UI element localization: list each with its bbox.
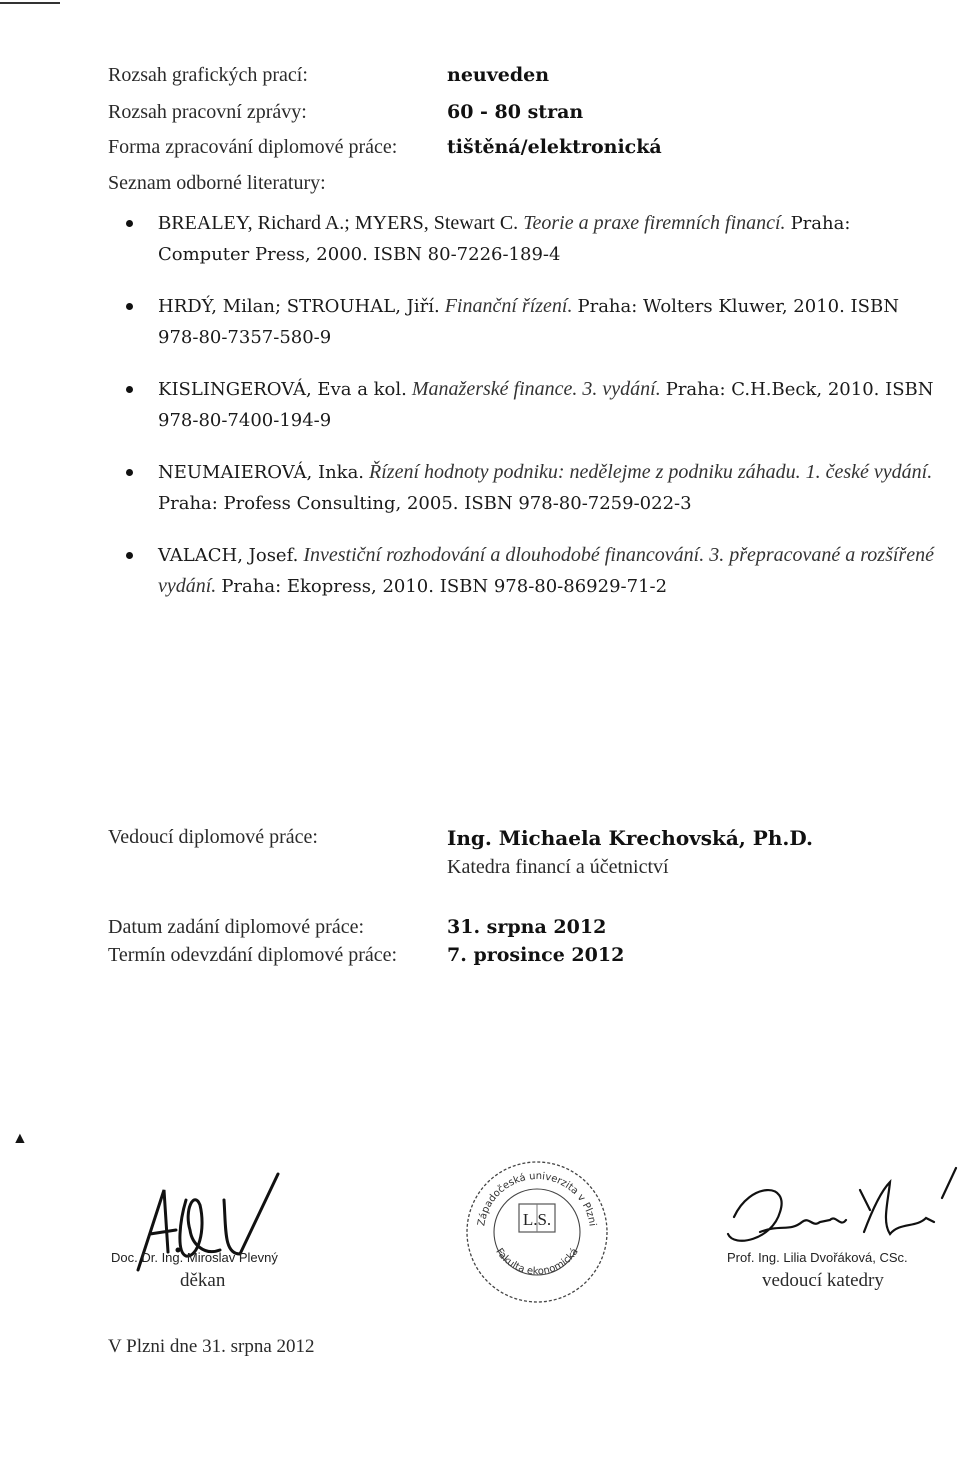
reference-title: Manažerské finance. 3. vydání. bbox=[411, 378, 661, 400]
reference-item bbox=[126, 540, 936, 602]
reference-author: VALACH, Josef. bbox=[158, 545, 299, 566]
thesis-form-value: tištěná/elektronická bbox=[447, 136, 662, 158]
reference-author: BREALEY, Richard A.; MYERS, Stewart C. bbox=[158, 212, 519, 234]
reference-title: Řízení hodnoty podniku: nedělejme z podniku záhadu. 1. české vydání. bbox=[369, 461, 933, 483]
reference-title: Finanční řízení. bbox=[444, 295, 573, 317]
reference-publisher: Praha: Wolters Kluwer, 2010. ISBN 978-80-7357-580-9 bbox=[158, 296, 899, 348]
scan-mark: ▲ bbox=[12, 1130, 28, 1147]
literature-label: Seznam odborné literatury: bbox=[108, 172, 326, 194]
reference-author: HRDÝ, Milan; STROUHAL, Jiří. bbox=[158, 296, 440, 317]
reference-item bbox=[126, 374, 936, 436]
bullet-icon bbox=[126, 220, 133, 227]
reference-item bbox=[126, 291, 936, 353]
scan-edge-line bbox=[0, 2, 60, 4]
dean-role: děkan bbox=[180, 1270, 226, 1291]
reference-publisher: Praha: Computer Press, 2000. ISBN 80-7226-189-4 bbox=[158, 213, 851, 265]
reference-author: KISLINGEROVÁ, Eva a kol. bbox=[158, 379, 407, 400]
bullet-icon bbox=[126, 469, 133, 476]
head-name: Prof. Ing. Lilia Dvořáková, CSc. bbox=[727, 1250, 908, 1265]
reference-publisher: Praha: Ekopress, 2010. ISBN 978-80-86929-71-2 bbox=[221, 576, 668, 597]
stamp-ring-bottom: Fakulta ekonomická bbox=[493, 1246, 581, 1278]
graphics-scope-label: Rozsah grafických prací: bbox=[108, 64, 308, 86]
head-signature-image bbox=[720, 1162, 960, 1262]
university-stamp-icon bbox=[462, 1157, 612, 1307]
supervisor-department: Katedra financí a účetnictví bbox=[447, 856, 669, 878]
reference-publisher: Praha: C.H.Beck, 2010. ISBN 978-80-7400-194-9 bbox=[158, 379, 934, 431]
reference-list bbox=[126, 208, 936, 623]
reference-title: Teorie a praxe firemních financí. bbox=[523, 212, 786, 234]
head-role: vedoucí katedry bbox=[762, 1270, 884, 1291]
reference-item bbox=[126, 457, 936, 519]
graphics-scope-value: neuveden bbox=[447, 64, 550, 86]
assignment-date-value: 31. srpna 2012 bbox=[447, 916, 607, 938]
submission-date-value: 7. prosince 2012 bbox=[447, 944, 625, 966]
reference-publisher: Praha: Profess Consulting, 2005. ISBN 978-80-7259-022-3 bbox=[158, 493, 692, 514]
stamp-ring-top: Západočeská univerzita v Plzni bbox=[476, 1170, 598, 1227]
stamp-center-text: L.S. bbox=[522, 1210, 552, 1229]
reference-item bbox=[126, 208, 936, 270]
thesis-form-label: Forma zpracování diplomové práce: bbox=[108, 136, 398, 158]
place-date: V Plzni dne 31. srpna 2012 bbox=[108, 1336, 315, 1357]
submission-date-label: Termín odevzdání diplomové práce: bbox=[108, 944, 398, 966]
dean-signature-image bbox=[128, 1170, 298, 1285]
report-scope-value: 60 - 80 stran bbox=[447, 101, 584, 123]
supervisor-name: Ing. Michaela Krechovská, Ph.D. bbox=[447, 826, 813, 850]
reference-title: Investiční rozhodování a dlouhodobé financování. 3. přepracované a rozšířené vydání. bbox=[158, 544, 934, 597]
bullet-icon bbox=[126, 386, 133, 393]
report-scope-label: Rozsah pracovní zprávy: bbox=[108, 101, 307, 123]
reference-author: NEUMAIEROVÁ, Inka. bbox=[158, 462, 365, 483]
dean-name: Doc. Dr. Ing. Miroslav Plevný bbox=[111, 1250, 278, 1265]
assignment-date-label: Datum zadání diplomové práce: bbox=[108, 916, 365, 938]
bullet-icon bbox=[126, 303, 133, 310]
svg-text:Fakulta ekonomická bbox=[493, 1246, 580, 1277]
bullet-icon bbox=[126, 552, 133, 559]
supervisor-label: Vedoucí diplomové práce: bbox=[108, 826, 318, 848]
